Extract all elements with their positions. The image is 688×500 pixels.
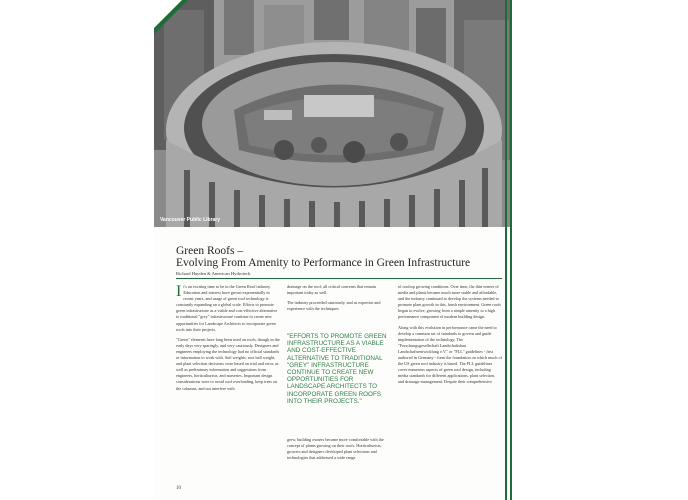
title-rule bbox=[176, 278, 502, 279]
page-number: 10 bbox=[176, 486, 181, 491]
paragraph: drainage on the roof; all critical concerns that remain important today as well. bbox=[287, 284, 376, 296]
column-2 bbox=[287, 284, 391, 316]
paragraph: Along with this evolution in performance came the need to develop a common set of standards to govern and guide implementation of the technology. The "Forschungsgesellschaft Landschaftsbau Landschaftsentwicklung e.V." or "FLL" guidelines - first authored in Germany - form the foundation on which much of the US green roof industry is based. The FLL guidelines cover numerous aspects of green roof design, including media standards for different applications, plant selection, and drainage management. Despite their comprehensive bbox=[398, 324, 502, 385]
margin-line-left bbox=[505, 0, 507, 500]
paragraph bbox=[176, 284, 280, 333]
column-1 bbox=[176, 284, 280, 396]
column-2-continued bbox=[287, 437, 391, 461]
margin-line-right bbox=[510, 0, 512, 500]
paragraph: grew, building owners became more comfortable with the concept of plants growing on their roofs. Horticulturists, growers and designers developed plant selections and technologies that addressed a wide range bbox=[287, 437, 384, 461]
library-aerial-photo bbox=[154, 0, 512, 227]
article-byline: Richard Hayden & American Hydrotech bbox=[176, 271, 251, 276]
article-title-line1: Green Roofs – bbox=[176, 245, 244, 257]
article-title-line2: Evolving From Amenity to Performance in Green Infrastructure bbox=[176, 257, 471, 269]
drop-cap: I bbox=[176, 283, 182, 300]
column-3 bbox=[398, 284, 502, 390]
paragraph: The industry proceeded cautiously, and as expertise and experience with the techniques bbox=[287, 300, 381, 312]
paragraph-text: t's an exciting time to be in the Green Roof industry. Education and interest have grown exponentially in recent years, and usage of green roof technology is constantly expanding on a global scale. Efforts to promote green infrastructure as a viable and cost-effective alternative to traditional "grey" infrastructure continue to create new opportunities for Landscape Architects to incorporate green roofs into their projects. bbox=[176, 284, 278, 332]
paragraph: "Green" elements have long been used on roofs, though in the early days very sparingly, and very cautiously. Designers and engineers employing the technology had no official standards or information to work with. Soil weights, root ball weight, and plant selection decisions were based on trial and error, as well as preliminary information and suggestions from engineers, horticulturists, and nurseries. Important design considerations were to avoid roof overloading, keep trees on the columns, and not interfere with bbox=[176, 336, 280, 391]
paragraph: of rooftop growing conditions. Over time, the thin veneer of media and plants became much more stable and affordable, and the industry continued to develop the systems needed to promote plant growth in this, harsh environment. Green roofs began to evolve, growing from a simple amenity to a high performance component of modern building design. bbox=[398, 284, 502, 320]
photo-credit: Vancouver Public Library bbox=[160, 217, 221, 223]
corner-accent-inner bbox=[154, 0, 182, 28]
pull-quote: "EFFORTS TO PROMOTE GREEN INFRASTRUCTURE AS A VIABLE AND COST-EFFECTIVE ALTERNATIVE TO TRADITIONAL "GREY" INFRASTRUCTURE CONTINUE TO CREATE NEW OPPORTUNITIES FOR LANDSCAPE ARCHITECTS TO INCORPORATE GREEN ROOFS INTO THEIR PROJECTS." bbox=[287, 333, 387, 405]
